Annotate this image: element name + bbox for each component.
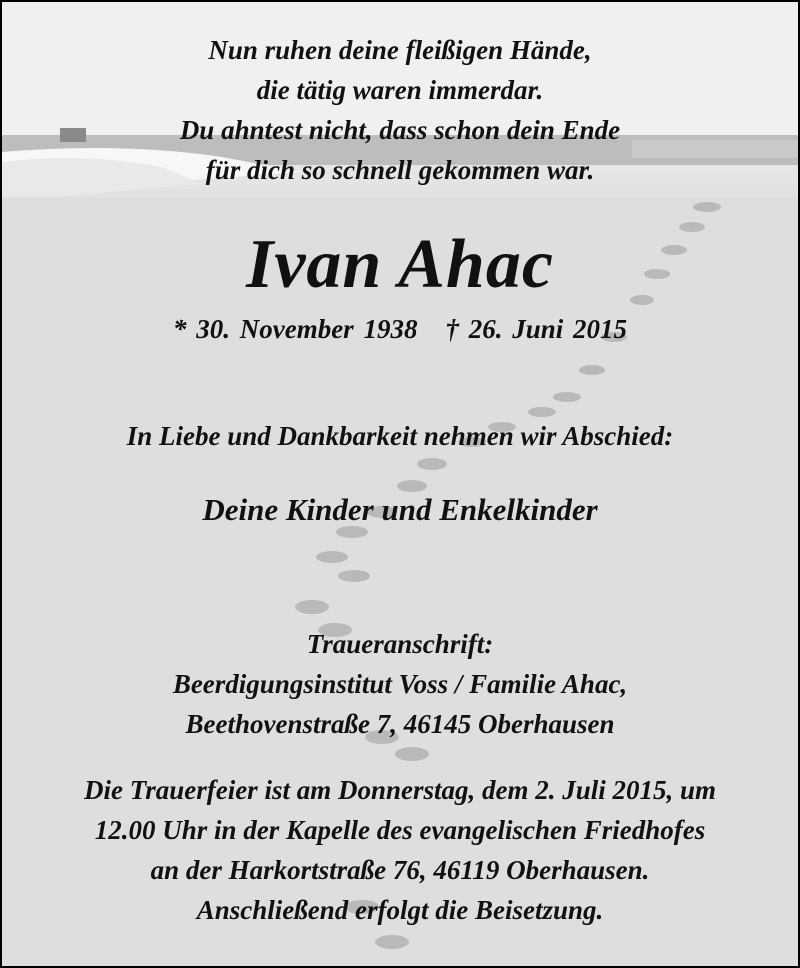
service-line-2: 12.00 Uhr in der Kapelle des evangelischen Friedhofes <box>94 815 706 845</box>
life-dates <box>2 309 798 349</box>
farewell-text: In Liebe und Dankbarkeit nehmen wir Abschied: <box>126 421 674 451</box>
burial-note: Anschließend erfolgt die Beisetzung. <box>196 895 604 925</box>
birth-date: * 30. November 1938 <box>172 314 418 344</box>
poem-line-3: Du ahntest nicht, dass schon dein Ende <box>179 115 621 145</box>
deceased-name: Ivan Ahac <box>246 226 554 303</box>
address-heading: Traueranschrift: <box>306 629 494 659</box>
family-signature: Deine Kinder und Enkelkinder <box>202 492 598 527</box>
funeral-service-info <box>2 770 798 890</box>
poem-line-2: die tätig waren immerdar. <box>256 75 544 105</box>
mourning-address <box>2 624 798 744</box>
address-line-2: Beethovenstraße 7, 46145 Oberhausen <box>185 709 615 739</box>
service-line-3: an der Harkortstraße 76, 46119 Oberhausen. <box>150 855 650 885</box>
poem <box>2 30 798 190</box>
poem-line-4: für dich so schnell gekommen war. <box>205 155 595 185</box>
poem-line-1: Nun ruhen deine fleißigen Hände, <box>208 35 592 65</box>
address-line-1: Beerdigungsinstitut Voss / Familie Ahac, <box>172 669 628 699</box>
service-line-1: Die Trauerfeier ist am Donnerstag, dem 2. Juli 2015, um <box>83 775 717 805</box>
death-date: † 26. Juni 2015 <box>445 314 627 344</box>
